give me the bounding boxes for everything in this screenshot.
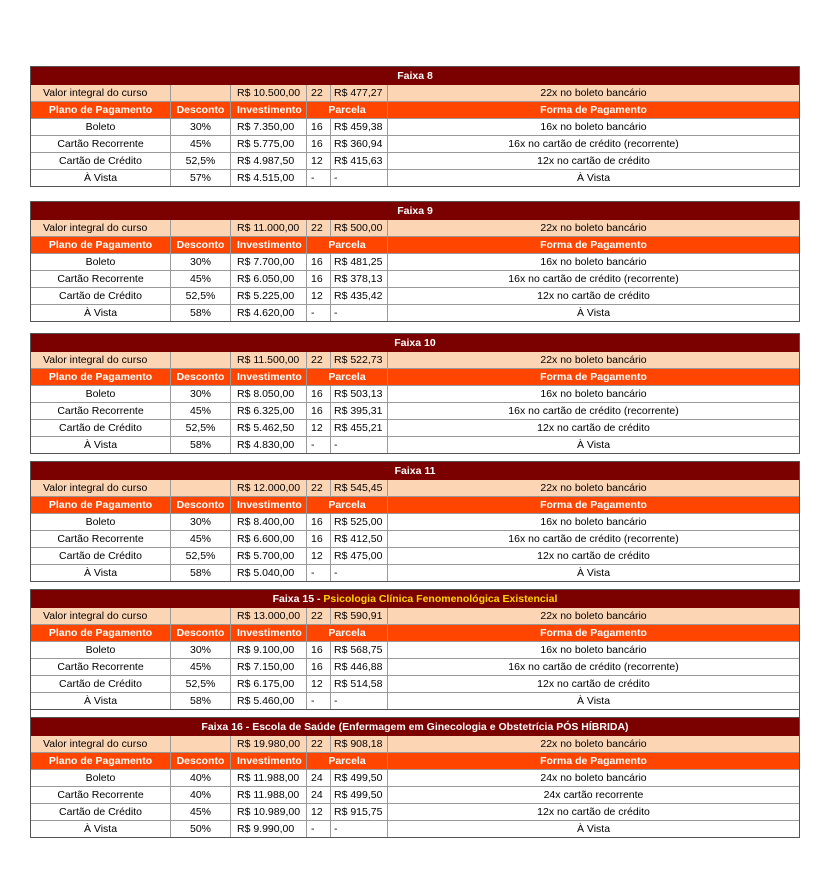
table-title-text: Faixa 8 <box>397 70 433 82</box>
table-row <box>31 119 799 136</box>
discount-cell <box>171 85 231 101</box>
investment-cell: R$ 11.988,00 <box>231 787 307 803</box>
installment-cell <box>307 736 388 752</box>
installment-count: 16 <box>307 642 331 658</box>
investment-cell: Investimento <box>231 237 307 253</box>
installment-cell <box>307 153 388 169</box>
table-row <box>31 288 799 305</box>
table-title-text: Faixa 15 - <box>272 593 324 605</box>
payment-form-cell: 12x no cartão de crédito <box>537 155 650 167</box>
installment-count: 16 <box>307 531 331 547</box>
installment-cell <box>307 821 388 837</box>
payment-form-cell: 16x no cartão de crédito (recorrente) <box>508 661 679 673</box>
plan-cell: Cartão Recorrente <box>31 659 171 675</box>
investment-cell: R$ 6.325,00 <box>231 403 307 419</box>
payment-form-cell: À Vista <box>576 307 611 319</box>
discount-cell: 40% <box>171 770 231 786</box>
installment-value: - <box>334 567 338 579</box>
investment-cell: Investimento <box>231 497 307 513</box>
investment-cell: R$ 8.400,00 <box>231 514 307 530</box>
plan-cell: Plano de Pagamento <box>31 102 171 118</box>
payment-form-cell: 22x no boleto bancário <box>540 87 647 99</box>
installment-cell <box>307 480 388 496</box>
plan-cell: Boleto <box>31 386 171 402</box>
payment-form-cell: À Vista <box>576 567 611 579</box>
price-table <box>30 201 800 322</box>
installment-cell <box>307 119 388 135</box>
payment-form-cell: 16x no cartão de crédito (recorrente) <box>508 138 679 150</box>
payment-form-cell: 12x no cartão de crédito <box>537 550 650 562</box>
investment-cell: Investimento <box>231 625 307 641</box>
installment-count: 24 <box>307 787 331 803</box>
installment-count: 22 <box>307 220 331 236</box>
plan-cell: Plano de Pagamento <box>31 625 171 641</box>
table-row <box>31 548 799 565</box>
installment-count: 16 <box>307 254 331 270</box>
payment-form-cell: Forma de Pagamento <box>540 499 647 511</box>
plan-cell: À Vista <box>31 821 171 837</box>
payment-form-cell: 16x no boleto bancário <box>540 644 647 656</box>
installment-value: R$ 503,13 <box>334 388 383 400</box>
discount-cell: Desconto <box>171 369 231 385</box>
plan-cell: Valor integral do curso <box>31 736 171 752</box>
installment-count: 12 <box>307 420 331 436</box>
installment-value: R$ 908,18 <box>334 738 383 750</box>
installment-cell: Parcela <box>307 625 388 641</box>
payment-form-cell: Forma de Pagamento <box>540 104 647 116</box>
installment-cell <box>307 548 388 564</box>
price-table <box>30 717 800 838</box>
header-row <box>31 369 799 386</box>
installment-count: 16 <box>307 403 331 419</box>
full-price-row <box>31 220 799 237</box>
table-title <box>31 589 799 608</box>
installment-cell: Parcela <box>307 102 388 118</box>
installment-cell <box>307 565 388 581</box>
installment-cell <box>307 642 388 658</box>
payment-form-cell: À Vista <box>576 823 611 835</box>
installment-value: - <box>334 439 338 451</box>
investment-cell: R$ 7.350,00 <box>231 119 307 135</box>
investment-cell: R$ 6.175,00 <box>231 676 307 692</box>
payment-form-cell: À Vista <box>576 172 611 184</box>
discount-cell: 45% <box>171 403 231 419</box>
payment-form-cell: 16x no cartão de crédito (recorrente) <box>508 273 679 285</box>
price-table <box>30 589 800 710</box>
discount-cell: 58% <box>171 305 231 321</box>
investment-cell: R$ 12.000,00 <box>231 480 307 496</box>
installment-cell <box>307 676 388 692</box>
installment-count: 22 <box>307 352 331 368</box>
installment-count: 16 <box>307 271 331 287</box>
table-row <box>31 136 799 153</box>
plan-cell: Boleto <box>31 119 171 135</box>
discount-cell: 45% <box>171 271 231 287</box>
investment-cell: R$ 5.462,50 <box>231 420 307 436</box>
payment-form-cell: 22x no boleto bancário <box>540 222 647 234</box>
investment-cell: R$ 10.500,00 <box>231 85 307 101</box>
installment-cell <box>307 531 388 547</box>
installment-value: R$ 514,58 <box>334 678 383 690</box>
investment-cell: R$ 6.050,00 <box>231 271 307 287</box>
discount-cell: 45% <box>171 136 231 152</box>
discount-cell: 30% <box>171 386 231 402</box>
investment-cell: R$ 5.775,00 <box>231 136 307 152</box>
plan-cell: Boleto <box>31 514 171 530</box>
installment-cell <box>307 787 388 803</box>
installment-cell <box>307 220 388 236</box>
table-row <box>31 420 799 437</box>
investment-cell: R$ 5.700,00 <box>231 548 307 564</box>
installment-value: R$ 545,45 <box>334 482 383 494</box>
investment-cell: R$ 4.830,00 <box>231 437 307 453</box>
installment-cell <box>307 305 388 321</box>
plan-cell: Cartão de Crédito <box>31 676 171 692</box>
discount-cell: 40% <box>171 787 231 803</box>
installment-value: R$ 395,31 <box>334 405 383 417</box>
plan-cell: Cartão de Crédito <box>31 804 171 820</box>
table-row <box>31 437 799 454</box>
table-title-text: Faixa 11 <box>394 465 436 477</box>
table-row <box>31 787 799 804</box>
installment-count: - <box>307 693 331 709</box>
plan-cell: Cartão de Crédito <box>31 153 171 169</box>
payment-form-cell: 16x no cartão de crédito (recorrente) <box>508 533 679 545</box>
investment-cell: R$ 9.100,00 <box>231 642 307 658</box>
investment-cell: Investimento <box>231 102 307 118</box>
plan-cell: Valor integral do curso <box>31 480 171 496</box>
table-title <box>31 333 799 352</box>
plan-cell: Boleto <box>31 254 171 270</box>
installment-count: 12 <box>307 676 331 692</box>
installment-value: R$ 378,13 <box>334 273 383 285</box>
installment-value: - <box>334 823 338 835</box>
table-row <box>31 305 799 322</box>
installment-count: 16 <box>307 514 331 530</box>
installment-count: 16 <box>307 659 331 675</box>
payment-form-cell: 12x no cartão de crédito <box>537 678 650 690</box>
installment-value: R$ 915,75 <box>334 806 383 818</box>
investment-cell: R$ 4.620,00 <box>231 305 307 321</box>
discount-cell: 30% <box>171 642 231 658</box>
installment-cell <box>307 514 388 530</box>
installment-value: - <box>334 307 338 319</box>
installment-value: R$ 525,00 <box>334 516 383 528</box>
plan-cell: Boleto <box>31 770 171 786</box>
installment-cell <box>307 288 388 304</box>
plan-cell: Valor integral do curso <box>31 352 171 368</box>
plan-cell: Cartão Recorrente <box>31 531 171 547</box>
table-row <box>31 531 799 548</box>
installment-count: 22 <box>307 608 331 624</box>
plan-cell: À Vista <box>31 437 171 453</box>
payment-form-cell: 16x no boleto bancário <box>540 388 647 400</box>
installment-cell <box>307 271 388 287</box>
investment-cell: R$ 6.600,00 <box>231 531 307 547</box>
full-price-row <box>31 480 799 497</box>
investment-cell: R$ 11.500,00 <box>231 352 307 368</box>
plan-cell: Cartão Recorrente <box>31 787 171 803</box>
installment-count: 12 <box>307 153 331 169</box>
discount-cell <box>171 220 231 236</box>
installment-cell <box>307 403 388 419</box>
installment-count: 22 <box>307 736 331 752</box>
discount-cell: Desconto <box>171 625 231 641</box>
plan-cell: Cartão de Crédito <box>31 420 171 436</box>
plan-cell: Valor integral do curso <box>31 220 171 236</box>
installment-cell <box>307 85 388 101</box>
installment-cell: Parcela <box>307 497 388 513</box>
payment-form-cell: Forma de Pagamento <box>540 755 647 767</box>
plan-cell: Plano de Pagamento <box>31 753 171 769</box>
investment-cell: R$ 5.225,00 <box>231 288 307 304</box>
installment-count: 12 <box>307 548 331 564</box>
investment-cell: R$ 19.980,00 <box>231 736 307 752</box>
header-row <box>31 497 799 514</box>
installment-value: R$ 499,50 <box>334 772 383 784</box>
plan-cell: À Vista <box>31 565 171 581</box>
payment-form-cell: 24x no boleto bancário <box>540 772 647 784</box>
plan-cell: Cartão Recorrente <box>31 271 171 287</box>
payment-form-cell: 12x no cartão de crédito <box>537 422 650 434</box>
table-row <box>31 676 799 693</box>
installment-value: R$ 522,73 <box>334 354 383 366</box>
table-row <box>31 659 799 676</box>
discount-cell <box>171 480 231 496</box>
discount-cell: Desconto <box>171 102 231 118</box>
installment-cell <box>307 136 388 152</box>
plan-cell: Plano de Pagamento <box>31 237 171 253</box>
investment-cell: R$ 7.700,00 <box>231 254 307 270</box>
plan-cell: Valor integral do curso <box>31 85 171 101</box>
investment-cell: R$ 9.990,00 <box>231 821 307 837</box>
plan-cell: Valor integral do curso <box>31 608 171 624</box>
discount-cell: Desconto <box>171 497 231 513</box>
investment-cell: R$ 5.460,00 <box>231 693 307 709</box>
installment-cell: Parcela <box>307 753 388 769</box>
installment-count: 22 <box>307 85 331 101</box>
plan-cell: Boleto <box>31 642 171 658</box>
installment-value: R$ 499,50 <box>334 789 383 801</box>
spacer-row <box>30 701 800 718</box>
payment-form-cell: 16x no cartão de crédito (recorrente) <box>508 405 679 417</box>
installment-cell <box>307 254 388 270</box>
installment-value: R$ 477,27 <box>334 87 383 99</box>
investment-cell: R$ 10.989,00 <box>231 804 307 820</box>
installment-count: 12 <box>307 288 331 304</box>
payment-form-cell: 16x no boleto bancário <box>540 516 647 528</box>
installment-count: - <box>307 170 331 186</box>
installment-cell <box>307 770 388 786</box>
price-table <box>30 461 800 582</box>
discount-cell: 52,5% <box>171 676 231 692</box>
installment-value: R$ 475,00 <box>334 550 383 562</box>
installment-value: R$ 415,63 <box>334 155 383 167</box>
table-title <box>31 717 799 736</box>
payment-form-cell: Forma de Pagamento <box>540 627 647 639</box>
investment-cell: R$ 4.515,00 <box>231 170 307 186</box>
installment-value: R$ 360,94 <box>334 138 383 150</box>
installment-value: R$ 459,38 <box>334 121 383 133</box>
installment-value: R$ 590,91 <box>334 610 383 622</box>
discount-cell: 52,5% <box>171 548 231 564</box>
payment-form-cell: 16x no boleto bancário <box>540 256 647 268</box>
table-title-text: Faixa 9 <box>397 205 433 217</box>
investment-cell: R$ 4.987,50 <box>231 153 307 169</box>
payment-form-cell: Forma de Pagamento <box>540 371 647 383</box>
discount-cell: 52,5% <box>171 153 231 169</box>
payment-form-cell: Forma de Pagamento <box>540 239 647 251</box>
installment-value: R$ 446,88 <box>334 661 383 673</box>
payment-form-cell: À Vista <box>576 439 611 451</box>
payment-form-cell: 22x no boleto bancário <box>540 482 647 494</box>
table-row <box>31 386 799 403</box>
payment-form-cell: 22x no boleto bancário <box>540 610 647 622</box>
installment-cell <box>307 437 388 453</box>
discount-cell: Desconto <box>171 237 231 253</box>
installment-count: - <box>307 305 331 321</box>
plan-cell: Cartão de Crédito <box>31 548 171 564</box>
payment-form-cell: 22x no boleto bancário <box>540 354 647 366</box>
plan-cell: Cartão Recorrente <box>31 136 171 152</box>
payment-form-cell: 12x no cartão de crédito <box>537 290 650 302</box>
installment-value: R$ 455,21 <box>334 422 383 434</box>
plan-cell: Cartão Recorrente <box>31 403 171 419</box>
discount-cell: 52,5% <box>171 420 231 436</box>
discount-cell: 45% <box>171 804 231 820</box>
table-title-text: Faixa 10 <box>394 337 436 349</box>
investment-cell: R$ 13.000,00 <box>231 608 307 624</box>
header-row <box>31 237 799 254</box>
installment-value: R$ 412,50 <box>334 533 383 545</box>
installment-cell <box>307 420 388 436</box>
installment-count: - <box>307 565 331 581</box>
table-title <box>31 66 799 85</box>
investment-cell: R$ 7.150,00 <box>231 659 307 675</box>
plan-cell: Cartão de Crédito <box>31 288 171 304</box>
investment-cell: R$ 11.988,00 <box>231 770 307 786</box>
installment-cell <box>307 659 388 675</box>
installment-value: R$ 435,42 <box>334 290 383 302</box>
table-title <box>31 201 799 220</box>
table-row <box>31 153 799 170</box>
price-table <box>30 333 800 454</box>
plan-cell: À Vista <box>31 693 171 709</box>
installment-value: - <box>334 172 338 184</box>
installment-count: 16 <box>307 119 331 135</box>
discount-cell <box>171 608 231 624</box>
table-row <box>31 804 799 821</box>
discount-cell <box>171 736 231 752</box>
plan-cell: À Vista <box>31 170 171 186</box>
installment-count: 24 <box>307 770 331 786</box>
payment-form-cell: 16x no boleto bancário <box>540 121 647 133</box>
installment-count: 16 <box>307 136 331 152</box>
discount-cell: 58% <box>171 437 231 453</box>
payment-form-cell: 12x no cartão de crédito <box>537 806 650 818</box>
investment-cell: Investimento <box>231 369 307 385</box>
installment-count: - <box>307 437 331 453</box>
discount-cell: 52,5% <box>171 288 231 304</box>
installment-value: - <box>334 695 338 707</box>
table-row <box>31 271 799 288</box>
table-row <box>31 403 799 420</box>
table-row <box>31 254 799 271</box>
installment-cell <box>307 608 388 624</box>
discount-cell: 30% <box>171 119 231 135</box>
discount-cell: 45% <box>171 659 231 675</box>
discount-cell: 30% <box>171 514 231 530</box>
installment-value: R$ 481,25 <box>334 256 383 268</box>
installment-count: - <box>307 821 331 837</box>
installment-count: 16 <box>307 386 331 402</box>
installment-count: 12 <box>307 804 331 820</box>
installment-cell <box>307 804 388 820</box>
table-row <box>31 770 799 787</box>
table-row <box>31 565 799 582</box>
installment-cell <box>307 386 388 402</box>
full-price-row <box>31 736 799 753</box>
installment-count: 22 <box>307 480 331 496</box>
investment-cell: Investimento <box>231 753 307 769</box>
header-row <box>31 753 799 770</box>
installment-value: R$ 500,00 <box>334 222 383 234</box>
discount-cell: 58% <box>171 693 231 709</box>
table-title-highlight: Psicologia Clínica Fenomenológica Existencial <box>323 593 558 605</box>
full-price-row <box>31 608 799 625</box>
discount-cell: 58% <box>171 565 231 581</box>
price-table <box>30 66 800 187</box>
header-row <box>31 625 799 642</box>
investment-cell: R$ 5.040,00 <box>231 565 307 581</box>
discount-cell: 30% <box>171 254 231 270</box>
payment-form-cell: 22x no boleto bancário <box>540 738 647 750</box>
installment-cell <box>307 352 388 368</box>
header-row <box>31 102 799 119</box>
installment-cell: Parcela <box>307 237 388 253</box>
table-row <box>31 642 799 659</box>
table-title-text: Faixa 16 - Escola de Saúde (Enfermagem em Ginecologia e Obstetrícia PÓS HÍBRIDA) <box>201 721 629 733</box>
payment-form-cell: 24x cartão recorrente <box>543 789 644 801</box>
investment-cell: R$ 11.000,00 <box>231 220 307 236</box>
discount-cell: 45% <box>171 531 231 547</box>
table-title <box>31 461 799 480</box>
payment-form-cell: À Vista <box>576 695 611 707</box>
installment-cell <box>307 170 388 186</box>
plan-cell: À Vista <box>31 305 171 321</box>
table-row <box>31 514 799 531</box>
table-row <box>31 821 799 838</box>
discount-cell: 50% <box>171 821 231 837</box>
discount-cell: Desconto <box>171 753 231 769</box>
plan-cell: Plano de Pagamento <box>31 497 171 513</box>
installment-cell: Parcela <box>307 369 388 385</box>
plan-cell: Plano de Pagamento <box>31 369 171 385</box>
discount-cell <box>171 352 231 368</box>
table-row <box>31 170 799 187</box>
full-price-row <box>31 352 799 369</box>
full-price-row <box>31 85 799 102</box>
installment-value: R$ 568,75 <box>334 644 383 656</box>
discount-cell: 57% <box>171 170 231 186</box>
investment-cell: R$ 8.050,00 <box>231 386 307 402</box>
